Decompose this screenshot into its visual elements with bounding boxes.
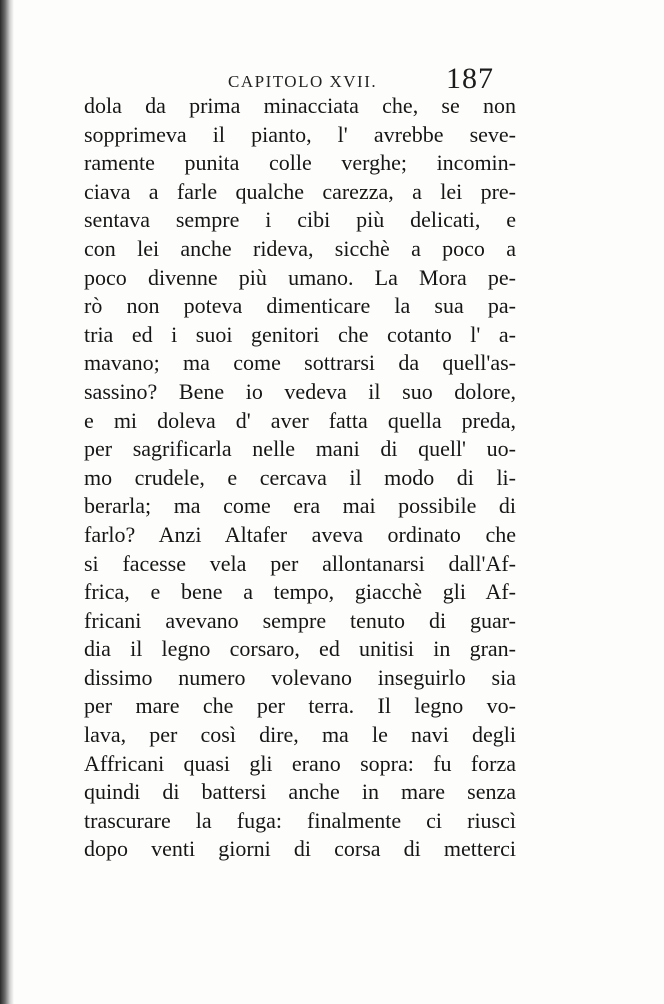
text-line: sopprimeva il pianto, l' avrebbe seve- [84,121,516,147]
text-line: quindi di battersi anche in mare senza [84,779,516,805]
page-header [0,62,664,94]
text-line: lava, per così dire, ma le navi degli [84,722,516,748]
text-line: Affricani quasi gli erano sopra: fu forza [84,750,516,776]
text-line: e mi doleva d' aver fatta quella preda, [84,407,516,433]
page-number: 187 [446,62,494,95]
page-gutter-shadow [0,0,14,1004]
body-text [84,92,516,864]
text-line: frica, e bene a tempo, giacchè gli Af- [84,579,516,605]
text-line: si facesse vela per allontanarsi dall'Af- [84,550,516,576]
text-line: poco divenne più umano. La Mora pe- [84,264,516,290]
text-line: ramente punita colle verghe; incomin- [84,150,516,176]
text-line: rò non poteva dimenticare la sua pa- [84,293,516,319]
text-line: dissimo numero volevano inseguirlo sia [84,664,516,690]
text-line: berarla; ma come era mai possibile di [84,493,516,519]
text-line: sassino? Bene io vedeva il suo dolore, [84,378,516,404]
text-line: trascurare la fuga: finalmente ci riuscì [84,807,516,833]
text-line: tria ed i suoi genitori che cotanto l' a- [84,321,516,347]
text-line: mo crudele, e cercava il modo di li- [84,464,516,490]
text-line: dopo venti giorni di corsa di metterci [84,836,516,862]
text-line: farlo? Anzi Altafer aveva ordinato che [84,521,516,547]
text-line: per sagrificarla nelle mani di quell' uo- [84,436,516,462]
text-line: fricani avevano sempre tenuto di guar- [84,607,516,633]
text-line: ciava a farle qualche carezza, a lei pre- [84,178,516,204]
text-line: sentava sempre i cibi più delicati, e [84,207,516,233]
running-head: CAPITOLO XVII. [228,72,378,91]
text-line: per mare che per terra. Il legno vo- [84,693,516,719]
text-line: con lei anche rideva, sicchè a poco a [84,235,516,261]
text-line: dia il legno corsaro, ed unitisi in gran- [84,636,516,662]
text-line: dola da prima minacciata che, se non [84,93,516,118]
text-line: mavano; ma come sottrarsi da quell'as- [84,350,516,376]
